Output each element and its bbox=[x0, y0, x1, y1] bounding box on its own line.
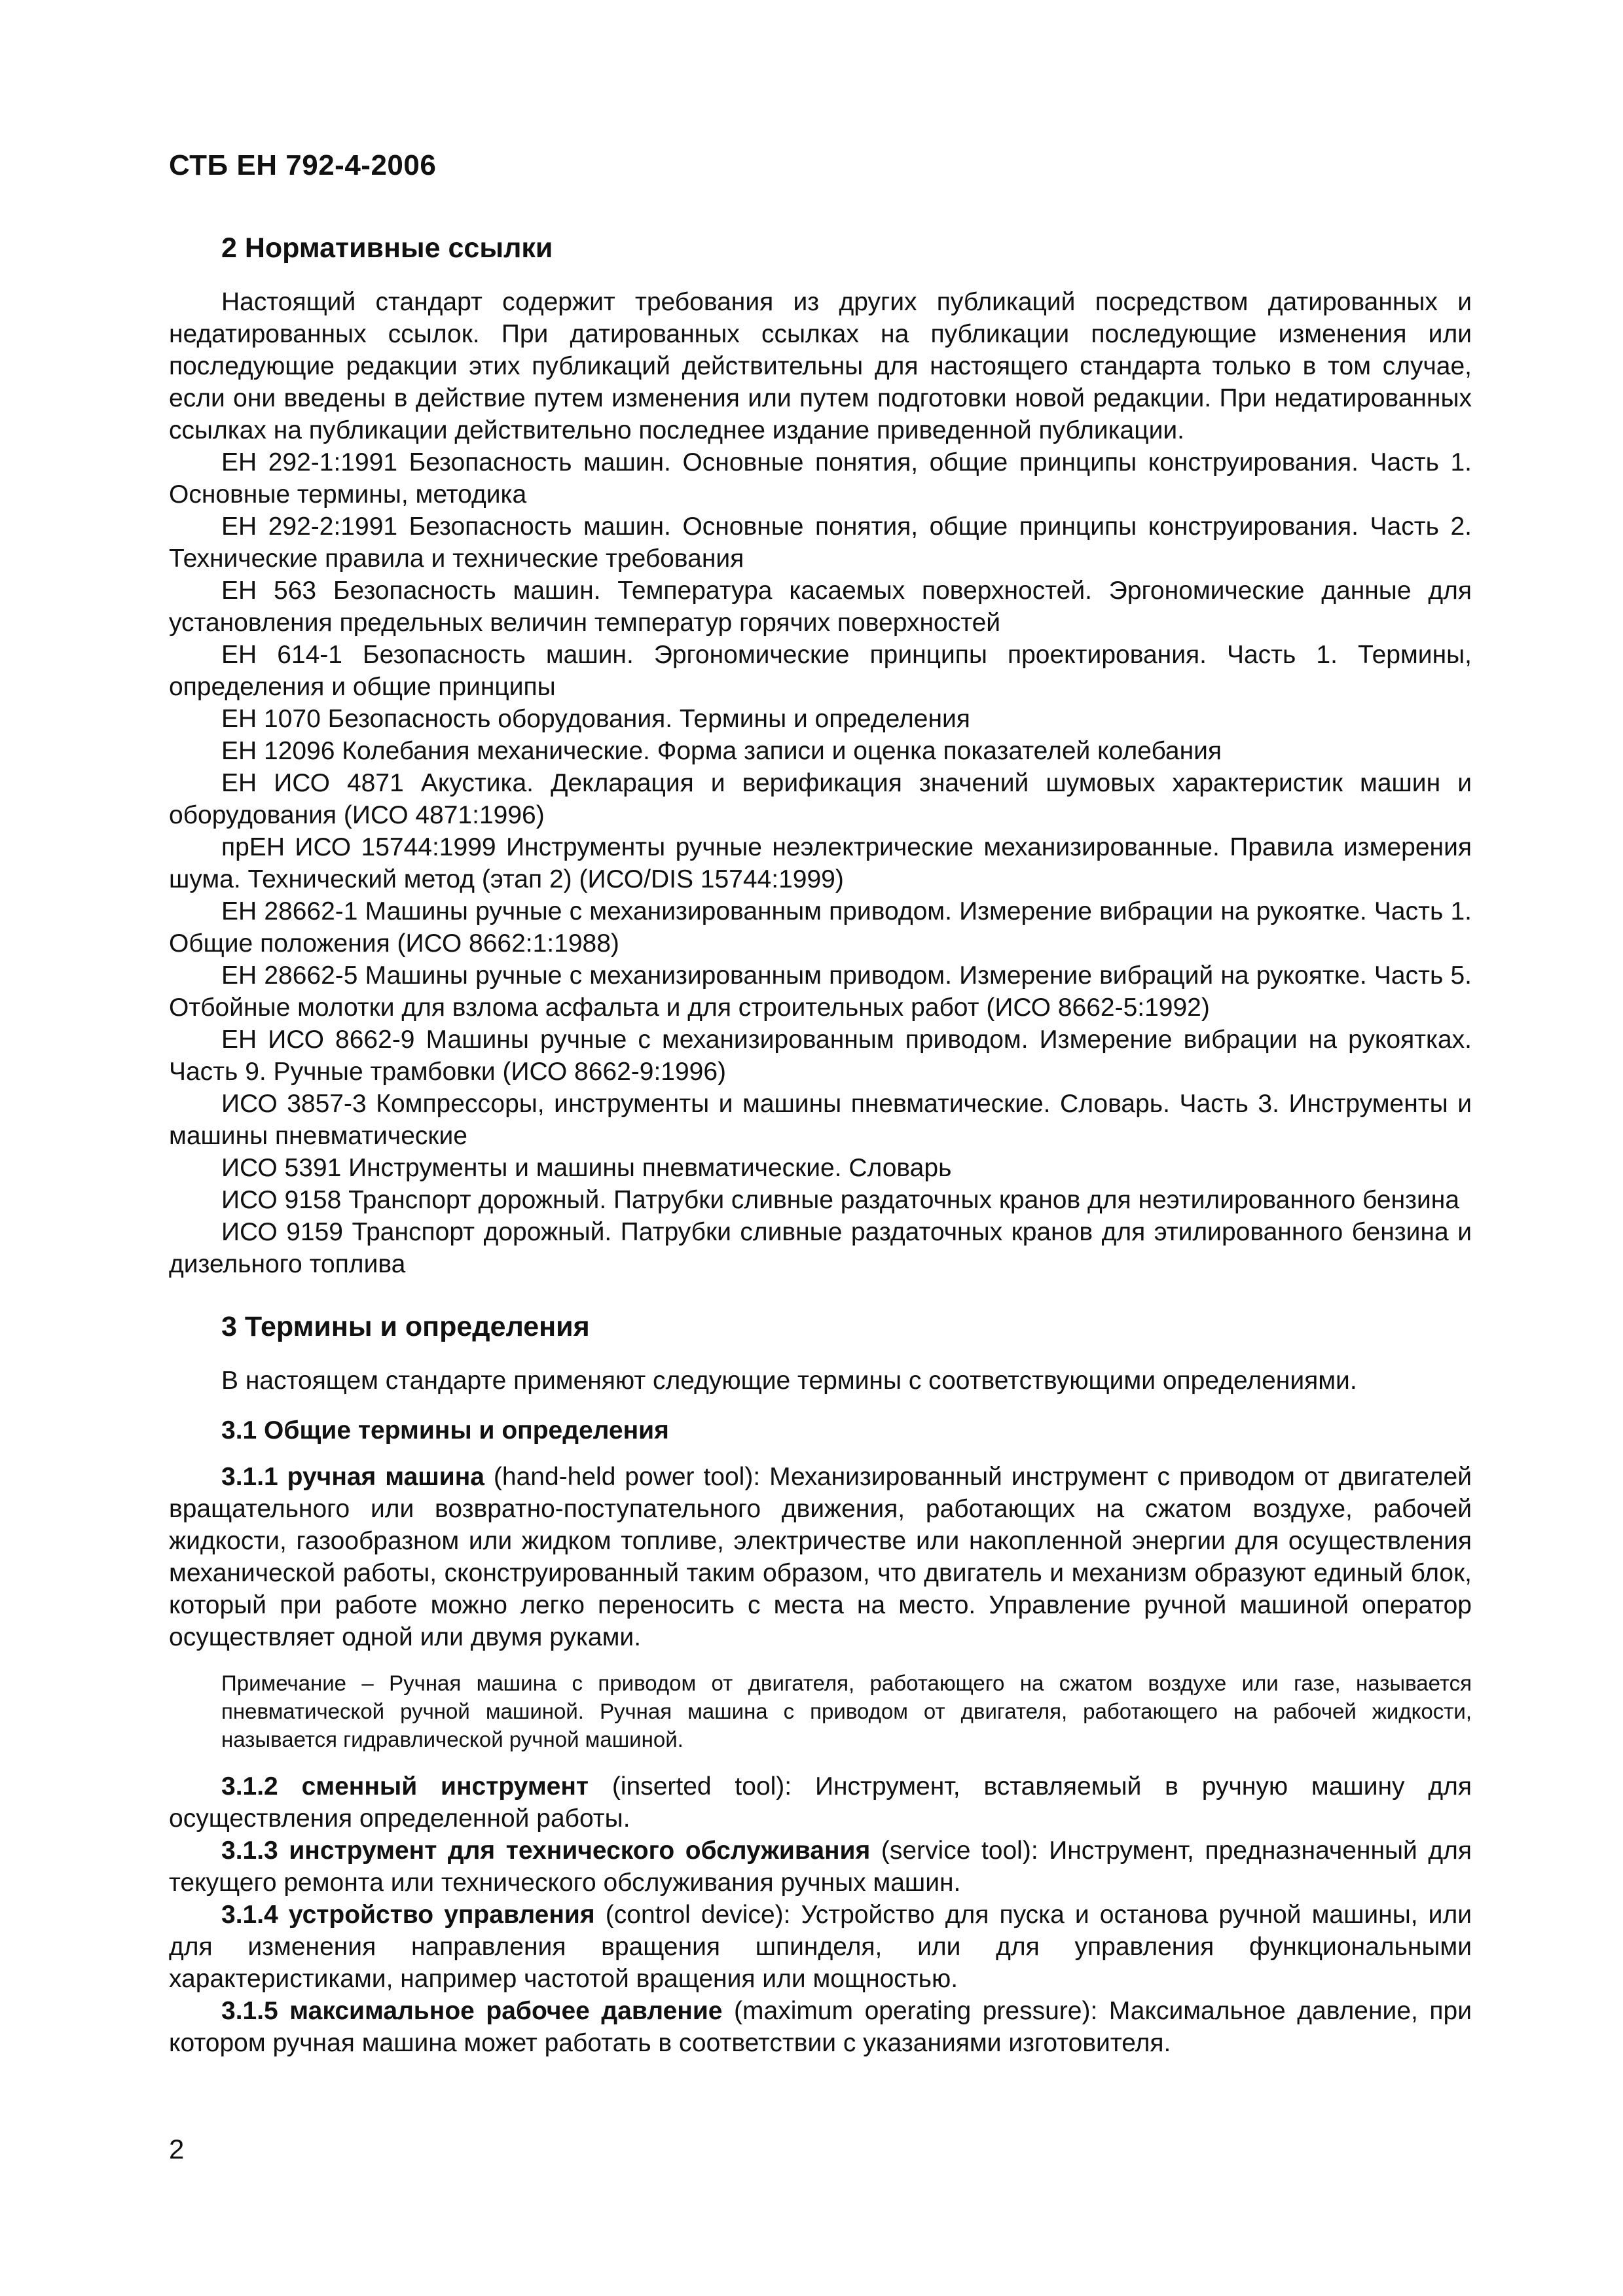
section-2-intro: Настоящий стандарт содержит требования из других публикаций посредством датированных и недатированных ссылок. При датированных ссылках на публикации последующие изменения или последующие редакции этих публикаций действительны для настоящего стандарта только в том случае, если они введены в действие путем изменения или путем подготовки новой редакции. При недатированных ссылках на публикации действительно последнее издание приведенной публикации. bbox=[169, 288, 1472, 444]
term-definition-text: (hand-held power tool): Механизированный инструмент с приводом от двигателей вращательного или возвратно-поступательного движения, работающих на сжатом воздухе, рабочей жидкости, газообразном или жидком топливе, электричестве или накопленной энергии для осуществления механической работы, сконструированный таким образом, что двигатель и механизм образуют единый блок, который при работе можно легко переносить с места на место. Управление ручной машиной оператор осуществляет одной или двумя руками. bbox=[169, 1463, 1472, 1651]
section-3-body bbox=[169, 1365, 1472, 2059]
reference-item: ЕН 292-2:1991 Безопасность машин. Основные понятия, общие принципы конструирования. Часть 2. Технические правила и технические требования bbox=[169, 512, 1472, 573]
section-3-intro: В настоящем стандарте применяют следующие термины с соответствующими определениями. bbox=[221, 1367, 1357, 1395]
term-number: 3.1.4 bbox=[221, 1901, 278, 1929]
reference-item: ЕН 28662-5 Машины ручные с механизированным приводом. Измерение вибраций на рукоятке. Часть 5. Отбойные молотки для взлома асфальта и для строительных работ (ИСО 8662-5:1992) bbox=[169, 961, 1472, 1022]
section-normative-references bbox=[169, 232, 1472, 264]
term-definition-text: (inserted tool): Инструмент, вставляемый в ручную машину для осуществления определенной работы. bbox=[169, 1772, 1472, 1833]
reference-item: ЕН 563 Безопасность машин. Температура касаемых поверхностей. Эргономические данные для установления предельных величин температур горячих поверхностей bbox=[169, 577, 1472, 637]
section-terms-definitions bbox=[169, 1311, 1472, 1343]
page-number: 2 bbox=[169, 2134, 185, 2164]
reference-item: ЕН 12096 Колебания механические. Форма записи и оценка показателей колебания bbox=[221, 737, 1222, 765]
reference-item: ЕН 28662-1 Машины ручные с механизированным приводом. Измерение вибрации на рукоятке. Часть 1. Общие положения (ИСО 8662:1:1988) bbox=[169, 897, 1472, 958]
term-definition-3-1-4 bbox=[169, 1899, 1472, 1995]
term-definition-3-1-3 bbox=[169, 1835, 1472, 1899]
term-number: 3.1.5 bbox=[221, 1997, 278, 2025]
reference-item: ИСО 5391 Инструменты и машины пневматические. Словарь bbox=[221, 1154, 952, 1182]
term-name: инструмент для технического обслуживания bbox=[289, 1837, 871, 1865]
document-page bbox=[169, 0, 1472, 2296]
reference-item: ИСО 9158 Транспорт дорожный. Патрубки сливные раздаточных кранов для неэтилированного бензина bbox=[221, 1186, 1460, 1214]
reference-item: ЕН 614-1 Безопасность машин. Эргономические принципы проектирования. Часть 1. Термины, определения и общие принципы bbox=[169, 641, 1472, 701]
term-number: 3.1.2 bbox=[221, 1772, 278, 1801]
reference-item: ЕН 292-1:1991 Безопасность машин. Основные понятия, общие принципы конструирования. Часть 1. Основные термины, методика bbox=[169, 448, 1472, 509]
subsection-3-1-heading: 3.1 Общие термины и определения bbox=[221, 1416, 669, 1444]
term-definition-3-1-2 bbox=[169, 1770, 1472, 1835]
term-number: 3.1.3 bbox=[221, 1837, 278, 1865]
reference-item: ЕН 1070 Безопасность оборудования. Термины и определения bbox=[221, 705, 970, 733]
term-name: максимальное рабочее давление bbox=[289, 1997, 723, 2025]
term-definition-text: (control device): Устройство для пуска и останова ручной машины, или для изменения направления вращения шпинделя, или для управления функциональными характеристиками, например частотой вращения или мощностью. bbox=[169, 1901, 1472, 1993]
reference-item: ИСО 9159 Транспорт дорожный. Патрубки сливные раздаточных кранов для этилированного бензина и дизельного топлива bbox=[169, 1218, 1472, 1278]
section-3-heading: 3 Термины и определения bbox=[221, 1311, 590, 1342]
term-definition-3-1-1 bbox=[169, 1461, 1472, 1653]
term-name: ручная машина bbox=[287, 1463, 484, 1491]
note-paragraph: Примечание – Ручная машина с приводом от двигателя, работающего на сжатом воздухе или газе, называется пневматической ручной машиной. Ручная машина с приводом от двигателя, работающего на рабочей жидкости, называется гидравлической ручной машиной. bbox=[221, 1671, 1472, 1751]
term-name: сменный инструмент bbox=[301, 1772, 589, 1801]
reference-item: ЕН ИСО 8662-9 Машины ручные с механизированным приводом. Измерение вибрации на рукоятках. Часть 9. Ручные трамбовки (ИСО 8662-9:1996) bbox=[169, 1026, 1472, 1086]
reference-item: прЕН ИСО 15744:1999 Инструменты ручные неэлектрические механизированные. Правила измерения шума. Технический метод (этап 2) (ИСО/DIS 15744:1999) bbox=[169, 833, 1472, 893]
term-number: 3.1.1 bbox=[221, 1463, 278, 1491]
term-definition-3-1-5 bbox=[169, 1995, 1472, 2059]
reference-item: ИСО 3857-3 Компрессоры, инструменты и машины пневматические. Словарь. Часть 3. Инструменты и машины пневматические bbox=[169, 1090, 1472, 1150]
section-2-heading: 2 Нормативные ссылки bbox=[221, 232, 553, 264]
term-name: устройство управления bbox=[288, 1901, 595, 1929]
term-definition-text: (maximum operating pressure): Максимальное давление, при котором ручная машина может работать в соответствии с указаниями изготовителя. bbox=[169, 1997, 1472, 2057]
reference-item: ЕН ИСО 4871 Акустика. Декларация и верификация значений шумовых характеристик машин и оборудования (ИСО 4871:1996) bbox=[169, 769, 1472, 829]
term-definition-text: (service tool): Инструмент, предназначенный для текущего ремонта или технического обслуживания ручных машин. bbox=[169, 1837, 1472, 1897]
document-code-header: СТБ ЕН 792-4-2006 bbox=[169, 149, 437, 181]
section-2-body bbox=[169, 286, 1472, 1280]
